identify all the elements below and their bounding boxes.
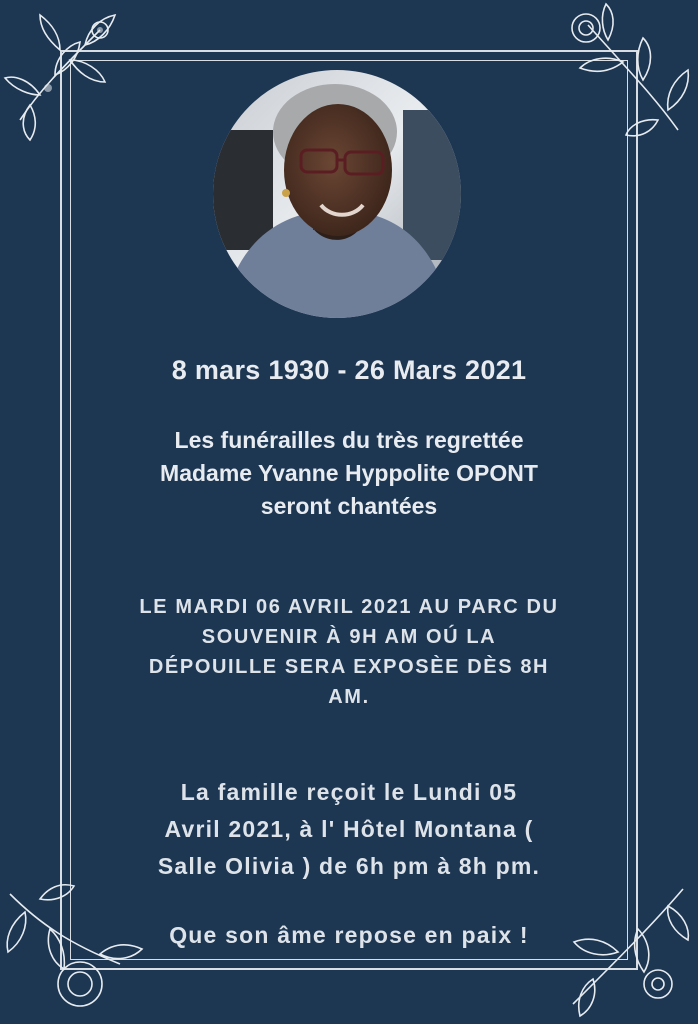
funeral-announcement bbox=[80, 424, 618, 523]
floral-ornament-icon bbox=[548, 874, 698, 1024]
announcement-line: Les funérailles du très regrettée bbox=[174, 427, 524, 453]
family-reception bbox=[80, 774, 618, 885]
ceremony-line: DÉPOUILLE SERA EXPOSÈE DÈS 8H bbox=[148, 656, 550, 678]
ceremony-details bbox=[80, 592, 618, 712]
floral-ornament-icon bbox=[548, 0, 698, 150]
closing-message: Que son âme repose en paix ! bbox=[169, 922, 529, 948]
life-dates: 8 mars 1930 - 26 Mars 2021 bbox=[171, 355, 527, 385]
announcement-line: seront chantées bbox=[260, 493, 438, 519]
floral-ornament-icon bbox=[0, 0, 150, 150]
ceremony-line: LE MARDI 06 AVRIL 2021 AU PARC DU bbox=[139, 596, 559, 618]
portrait-photo bbox=[213, 70, 461, 318]
floral-ornament-icon bbox=[0, 874, 150, 1024]
ceremony-line: AM. bbox=[328, 686, 370, 708]
announcement-line: Madame Yvanne Hyppolite OPONT bbox=[160, 460, 538, 486]
reception-line: Avril 2021, à l' Hôtel Montana ( bbox=[164, 816, 534, 842]
reception-line: La famille reçoit le Lundi 05 bbox=[180, 779, 518, 805]
ceremony-line: SOUVENIR À 9H AM OÚ LA bbox=[201, 626, 497, 648]
reception-line: Salle Olivia ) de 6h pm à 8h pm. bbox=[157, 853, 541, 879]
